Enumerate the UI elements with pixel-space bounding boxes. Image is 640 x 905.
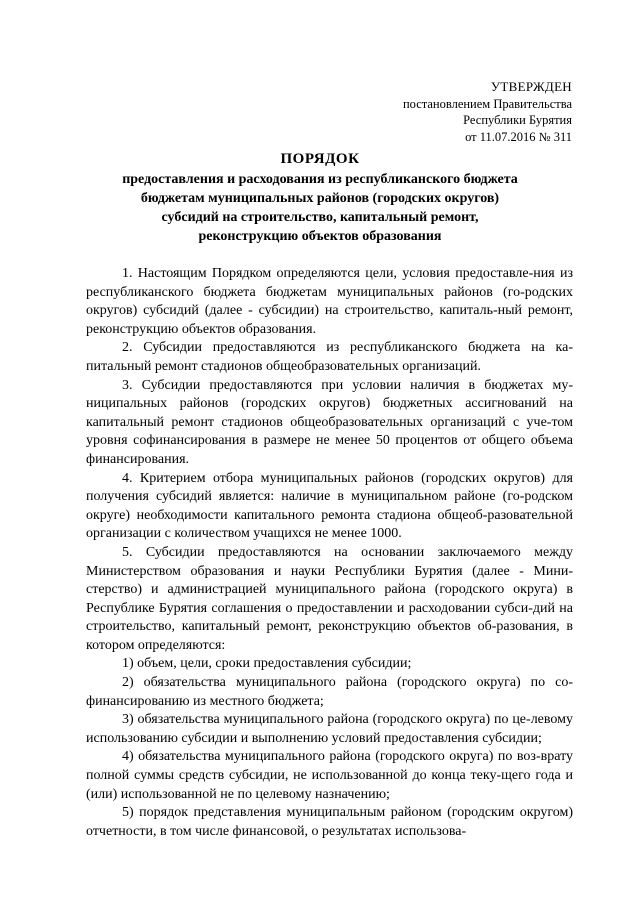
approval-republic-line: Республики Бурятия xyxy=(463,113,572,127)
list-item-1: 1) объем, цели, сроки предоставления субсидии; xyxy=(122,656,412,672)
document-subtitle-line: предоставления и расходования из республиканского бюджета xyxy=(122,172,518,187)
paragraph-1: 1. Настоящим Порядком определяются цели, условия предоставле-ния из республиканского бюджета бюджетам муниципальных районов (го-родских округов) субсидий (далее - субсидии) на строительство, капиталь-ный ремонт, реконструкцию объектов образования. xyxy=(86,266,573,337)
approval-decree-line: постановлением Правительства xyxy=(402,96,572,111)
list-item-4: 4) обязательства муниципального района (городского округа) по воз-врату полной суммы средств субсидии, не использованной до конца теку-щего года и (или) использованной не по целевому назначению; xyxy=(86,749,573,802)
document-body xyxy=(86,265,573,841)
document-subtitle-line: субсидий на строительство, капитальный ремонт, xyxy=(161,210,479,225)
paragraph-4: 4. Критерием отбора муниципальных районов (городских округов) для получения субсидий является: наличие в муниципальном районе (го-родском округе) необходимости капитального ремонта стадиона общеоб-разовательной организации с количеством учащихся не менее 1000. xyxy=(86,470,573,542)
paragraph-2: 2. Субсидии предоставляются из республиканского бюджета на ка-питальный ремонт стадионов общеобразовательных организаций. xyxy=(86,340,573,374)
approval-heading: УТВЕРЖДЕН xyxy=(490,79,572,94)
paragraph-3: 3. Субсидии предоставляются при условии наличия в бюджетах му-ниципальных районов (городских округов) бюджетных ассигнований на капитальный ремонт стадионов общеобразовательных организаций с уче-том уровня софинансирования в размере не менее 50 процентов от общего объема финансирования. xyxy=(86,377,573,467)
document-subtitle-line: бюджетам муниципальных районов (городских округов) xyxy=(140,191,500,206)
list-item-3: 3) обязательства муниципального района (городского округа) по це-левому использованию субсидии и выполнению условий предоставления субсидии; xyxy=(86,712,573,746)
list-item-2: 2) обязательства муниципального района (городского округа) по со-финансированию из местного бюджета; xyxy=(86,675,573,709)
list-item-5: 5) порядок представления муниципальным районом (городским округом) отчетности, в том числе финансовой, о результатах использова- xyxy=(86,805,573,839)
approval-stamp xyxy=(403,79,572,145)
paragraph-5: 5. Субсидии предоставляются на основании заключаемого между Министерством образования и науки Республики Бурятия (далее - Мини-стерство) и администрацией муниципального района (городского округа) в Республике Бурятия соглашения о предоставлении и расходовании субси-дий на строительство, капитальный ремонт, реконструкцию объектов об-разования, в котором определяются: xyxy=(86,544,573,653)
approval-date-number: от 11.07.2016 № 311 xyxy=(465,129,572,144)
document-subtitle-line: реконструкцию объектов образования xyxy=(198,229,442,244)
document-title: ПОРЯДОК xyxy=(280,151,360,167)
document-heading xyxy=(80,150,560,246)
